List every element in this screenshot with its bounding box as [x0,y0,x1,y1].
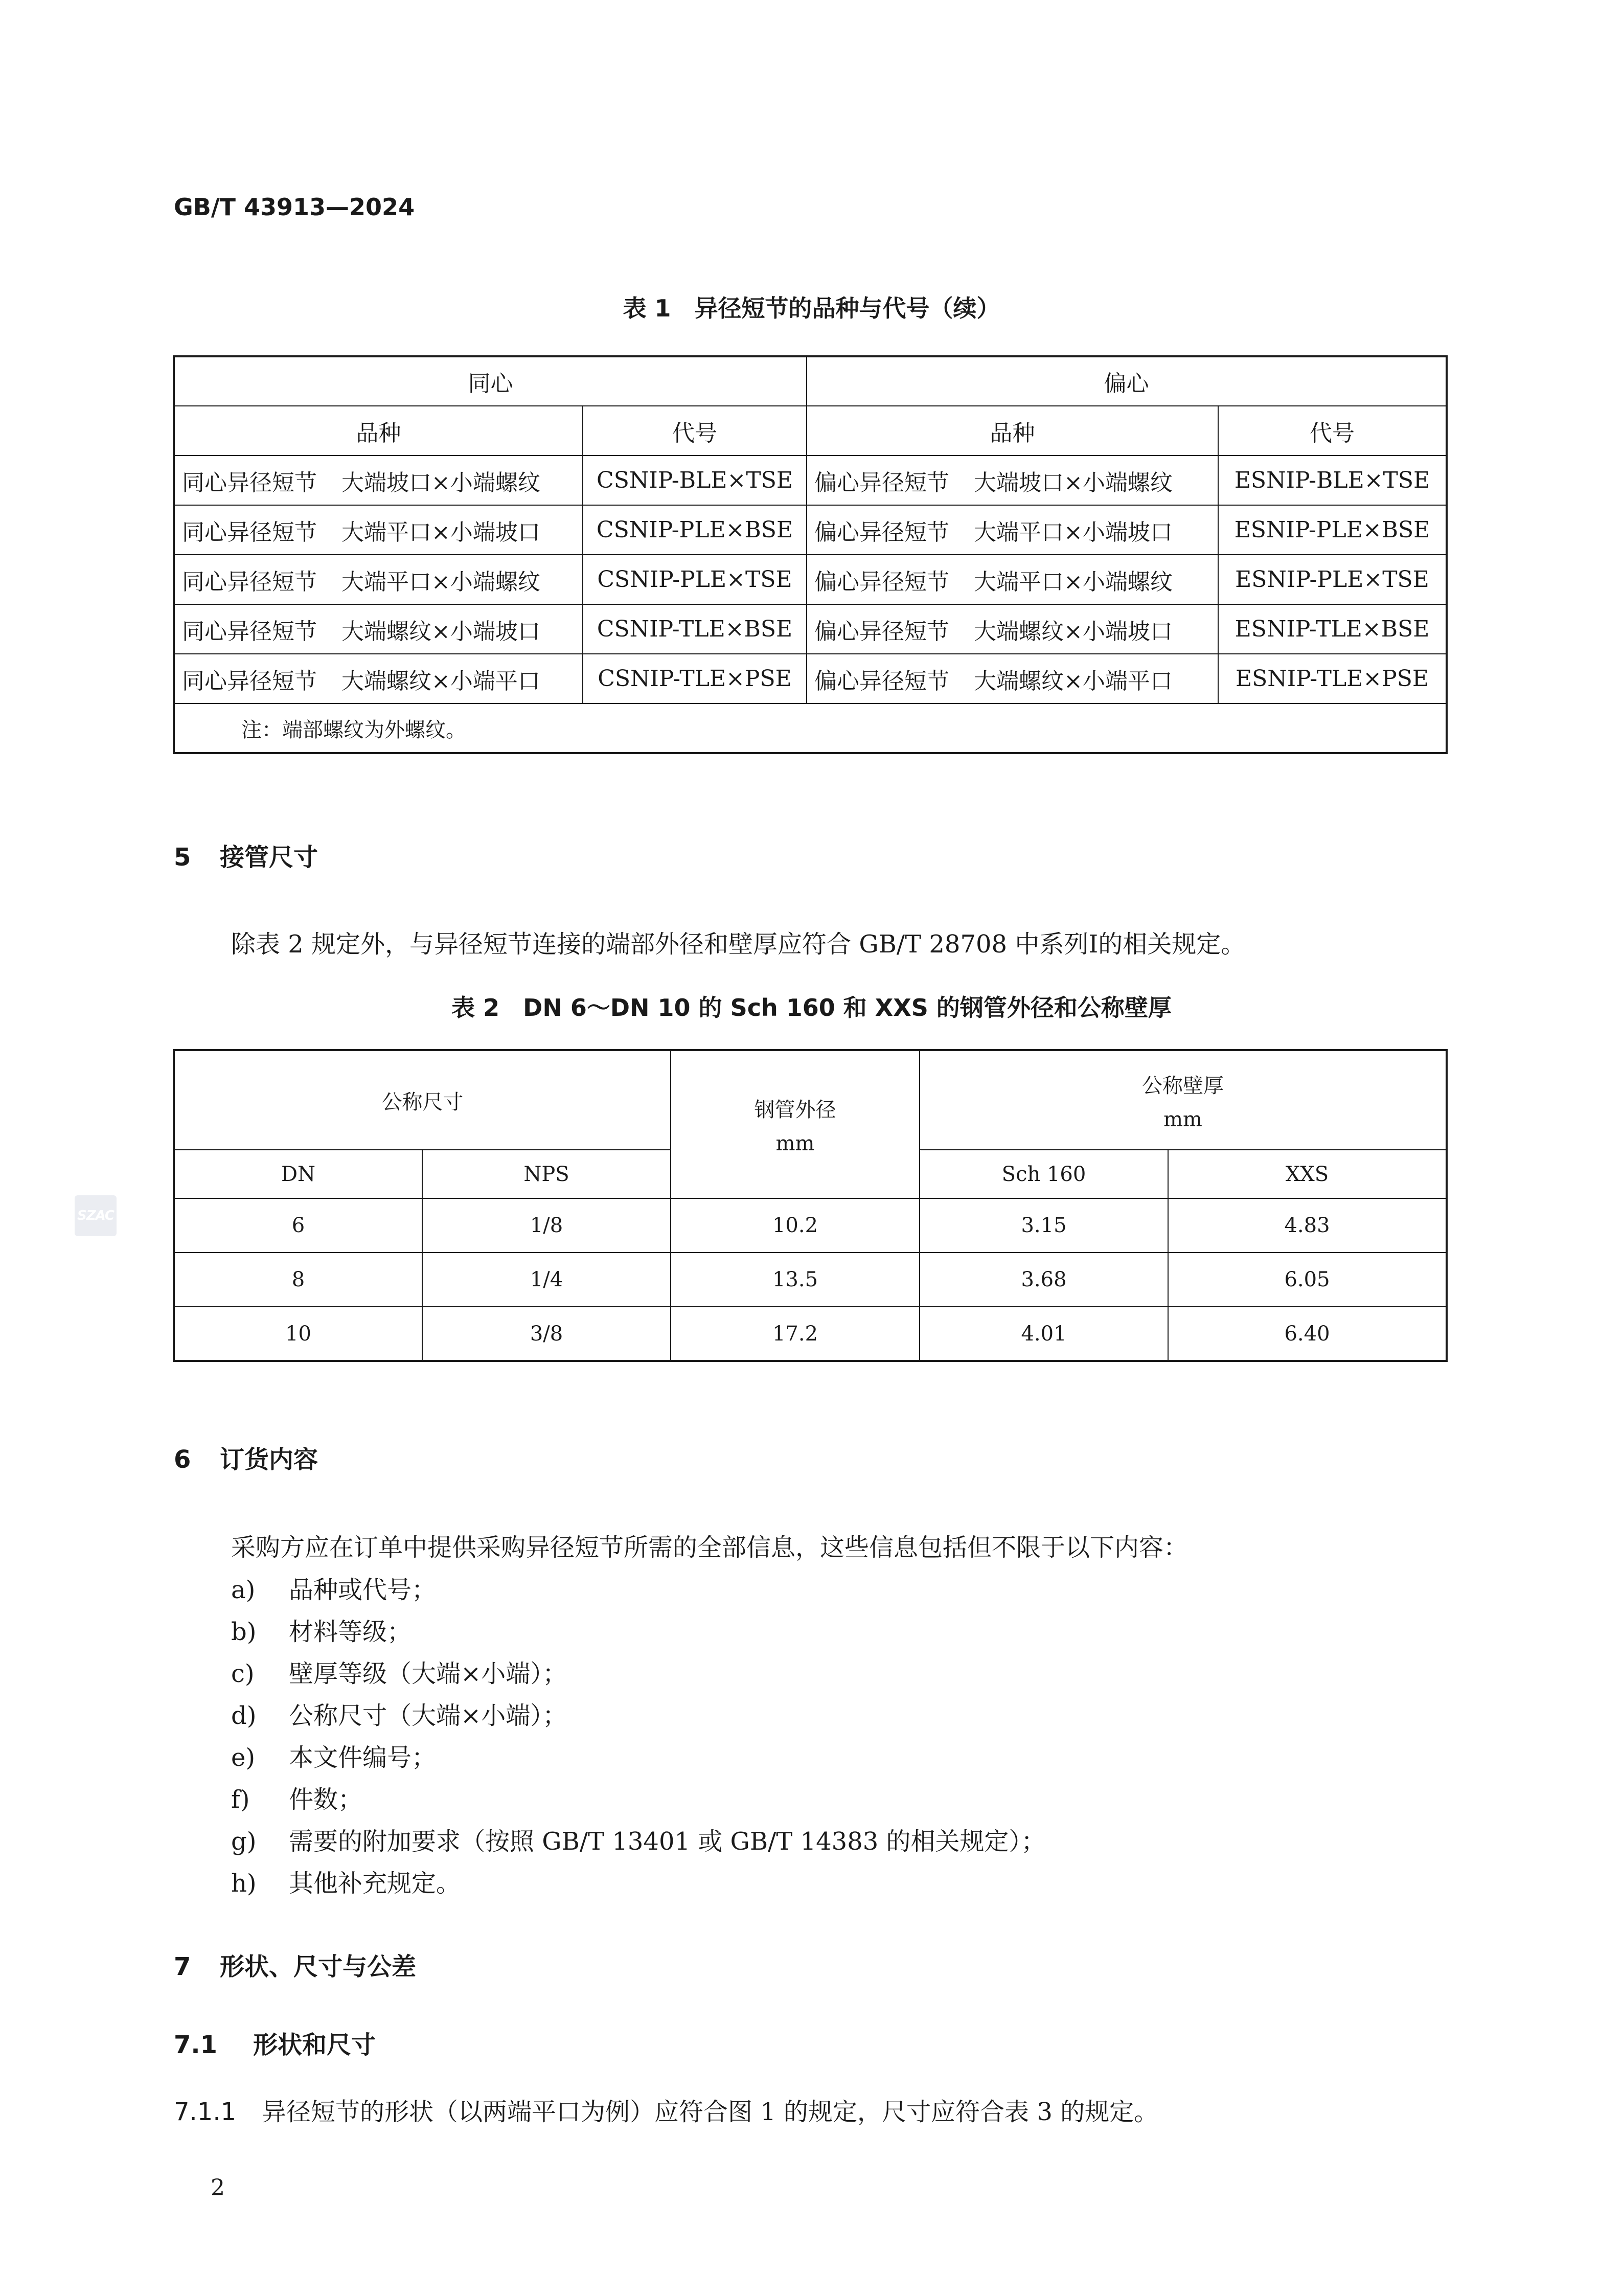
subsection-number: 7.1 [174,2031,218,2059]
page-number: 2 [211,2175,225,2201]
list-text: 材料等级； [289,1618,412,1646]
table2-col-od [671,1050,920,1198]
xxs-value: 4.83 [1168,1198,1447,1253]
variety-ends: 大端螺纹×小端平口 [341,668,540,694]
od-label: 钢管外径 [754,1098,836,1122]
list-label: c) [231,1660,255,1688]
list-label: g) [231,1827,257,1856]
table1-group-concentric: 同心 [174,356,807,406]
variety-code: CSNIP-PLE×BSE [583,505,807,555]
wall-unit: mm [1163,1107,1202,1131]
table-cell [807,654,1218,703]
variety-name: 同心异径短节 [182,618,317,645]
table-row [174,1253,1447,1307]
variety-ends: 大端坡口×小端螺纹 [341,469,540,496]
od-value: 13.5 [671,1253,920,1307]
table-row [174,654,1447,703]
clause-number: 7.1.1 [174,2098,237,2126]
table2 [173,1049,1448,1362]
variety-name: 同心异径短节 [182,569,317,595]
sch160-value: 4.01 [920,1307,1168,1361]
section-heading [174,837,318,873]
nps-value: 1/8 [422,1198,671,1253]
variety-name: 偏心异径短节 [814,668,949,694]
variety-code: CSNIP-BLE×TSE [583,456,807,505]
table2-col-nominal-size: 公称尺寸 [174,1050,671,1150]
list-item [231,1696,567,1731]
list-text: 其他补充规定。 [289,1869,461,1898]
variety-ends: 大端平口×小端坡口 [341,519,540,545]
list-label: h) [231,1869,257,1898]
table-row [174,604,1447,654]
sch160-value: 3.68 [920,1253,1168,1307]
variety-ends: 大端平口×小端螺纹 [974,569,1173,595]
table-cell [807,555,1218,604]
od-value: 17.2 [671,1307,920,1361]
section-heading [174,1947,416,1982]
xxs-value: 6.40 [1168,1307,1447,1361]
table2-col-nps: NPS [422,1150,671,1198]
table-row [174,1307,1447,1361]
table-cell [174,505,583,555]
variety-ends: 大端平口×小端坡口 [974,519,1173,545]
variety-code: ESNIP-PLE×TSE [1218,555,1447,604]
list-text: 件数； [289,1785,363,1814]
list-text: 需要的附加要求（按照 GB/T 13401 或 GB/T 14383 的相关规定）； [289,1827,1046,1856]
od-unit: mm [775,1132,815,1155]
section6-paragraph: 采购方应在订单中提供采购异径短节所需的全部信息，这些信息包括但不限于以下内容： [231,1533,1188,1562]
dn-value: 8 [174,1253,422,1307]
variety-name: 同心异径短节 [182,668,317,694]
list-item [231,1863,461,1899]
clause-text: 异径短节的形状（以两端平口为例）应符合图 1 的规定，尺寸应符合表 3 的规定。 [262,2098,1159,2126]
list-text: 公称尺寸（大端×小端）； [289,1701,567,1730]
table1-note: 注：端部螺纹为外螺纹。 [174,703,1447,753]
list-label: a) [231,1576,256,1604]
nps-value: 3/8 [422,1307,671,1361]
standard-id: GB/T 43913—2024 [174,193,415,221]
subsection-title: 形状和尺寸 [253,2031,376,2059]
list-text: 壁厚等级（大端×小端）； [289,1660,567,1688]
subsection-heading [174,2025,376,2060]
variety-code: CSNIP-TLE×PSE [583,654,807,703]
table-row [174,555,1447,604]
variety-ends: 大端螺纹×小端坡口 [341,618,540,645]
table1-col-code: 代号 [1218,406,1447,456]
table2-col-wall [920,1050,1447,1150]
variety-ends: 大端螺纹×小端坡口 [974,618,1173,645]
list-item [231,1570,436,1605]
section-title: 形状、尺寸与公差 [220,1952,417,1981]
variety-ends: 大端坡口×小端螺纹 [974,469,1173,496]
xxs-value: 6.05 [1168,1253,1447,1307]
sch160-value: 3.15 [920,1198,1168,1253]
section-heading [174,1440,318,1475]
variety-ends: 大端平口×小端螺纹 [341,569,540,595]
variety-code: CSNIP-PLE×TSE [583,555,807,604]
variety-code: CSNIP-TLE×BSE [583,604,807,654]
list-label: f) [231,1785,250,1814]
table-row [174,1198,1447,1253]
variety-name: 偏心异径短节 [814,469,949,496]
variety-code: ESNIP-BLE×TSE [1218,456,1447,505]
table2-caption: 表 2 DN 6～DN 10 的 Sch 160 和 XXS 的钢管外径和公称壁厚 [451,994,1172,1021]
variety-code: ESNIP-TLE×BSE [1218,604,1447,654]
section-number: 7 [174,1952,191,1981]
variety-name: 偏心异径短节 [814,569,949,595]
list-text: 品种或代号； [289,1576,437,1604]
table1-group-eccentric: 偏心 [807,356,1447,406]
variety-code: ESNIP-TLE×PSE [1218,654,1447,703]
list-text: 本文件编号； [289,1743,437,1772]
table-cell [174,555,583,604]
variety-name: 偏心异径短节 [814,519,949,545]
table2-col-xxs: XXS [1168,1150,1447,1198]
variety-name: 同心异径短节 [182,519,317,545]
variety-ends: 大端螺纹×小端平口 [974,668,1173,694]
table-cell [807,604,1218,654]
table-row [174,456,1447,505]
wall-label: 公称壁厚 [1142,1074,1224,1098]
table1-col-variety: 品种 [807,406,1218,456]
table1 [173,355,1448,754]
section-title: 接管尺寸 [220,843,318,872]
table1-caption: 表 1 异径短节的品种与代号（续） [623,294,1000,322]
table2-col-sch160: Sch 160 [920,1150,1168,1198]
table1-col-code: 代号 [583,406,807,456]
section-number: 5 [174,843,191,872]
list-item [231,1654,567,1689]
list-label: d) [231,1701,257,1730]
section-number: 6 [174,1445,191,1474]
list-label: b) [231,1618,257,1646]
szac-watermark-logo: SZAC [75,1195,117,1236]
dn-value: 10 [174,1307,422,1361]
variety-code: ESNIP-PLE×BSE [1218,505,1447,555]
variety-name: 偏心异径短节 [814,618,949,645]
table-row [174,505,1447,555]
variety-name: 同心异径短节 [182,469,317,496]
nps-value: 1/4 [422,1253,671,1307]
table2-col-dn: DN [174,1150,422,1198]
table-cell [174,654,583,703]
table-cell [174,604,583,654]
table-cell [807,505,1218,555]
table1-col-variety: 品种 [174,406,583,456]
section-title: 订货内容 [220,1445,318,1474]
clause-7-1-1 [174,2092,1158,2127]
section5-paragraph: 除表 2 规定外，与异径短节连接的端部外径和壁厚应符合 GB/T 28708 中系列Ⅰ的相关规定。 [231,930,1246,959]
list-item [231,1738,436,1773]
list-item [231,1780,362,1815]
list-item [231,1822,1046,1857]
od-value: 10.2 [671,1198,920,1253]
dn-value: 6 [174,1198,422,1253]
table-cell [174,456,583,505]
list-item [231,1612,412,1647]
table-cell [807,456,1218,505]
list-label: e) [231,1743,256,1772]
